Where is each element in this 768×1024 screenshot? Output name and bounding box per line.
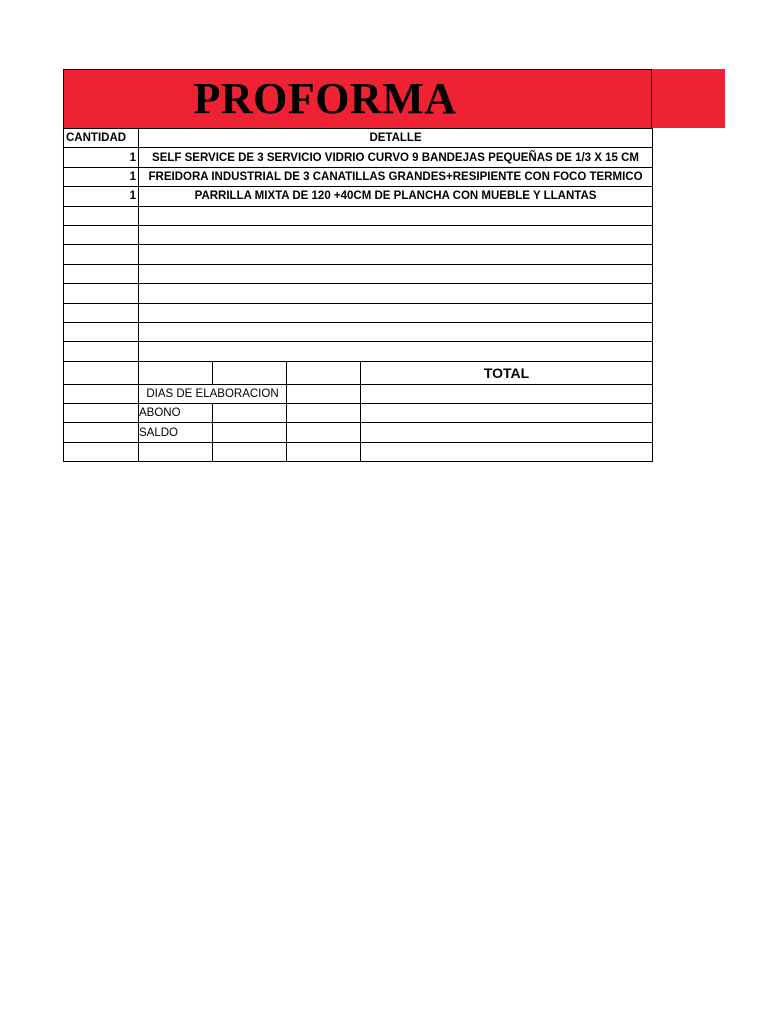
document-title xyxy=(63,69,715,128)
empty-row xyxy=(64,284,653,303)
item-quantity[interactable]: 1 xyxy=(64,187,139,206)
total-label: TOTAL xyxy=(361,361,653,384)
empty-cell[interactable] xyxy=(361,384,653,403)
empty-cell[interactable] xyxy=(213,361,287,384)
days-row xyxy=(64,384,653,403)
empty-cell[interactable] xyxy=(64,384,139,403)
header-quantity: CANTIDAD xyxy=(64,129,139,148)
empty-cell[interactable] xyxy=(64,206,139,225)
empty-row xyxy=(64,442,653,461)
item-detail[interactable]: SELF SERVICE DE 3 SERVICIO VIDRIO CURVO 9 BANDEJAS PEQUEÑAS DE 1/3 X 15 CM xyxy=(139,148,653,167)
empty-cell[interactable] xyxy=(64,245,139,264)
empty-cell[interactable] xyxy=(64,404,139,423)
item-quantity[interactable]: 1 xyxy=(64,148,139,167)
proforma-table xyxy=(63,128,653,462)
abono-value[interactable] xyxy=(213,404,287,423)
saldo-value[interactable] xyxy=(213,423,287,442)
empty-cell[interactable] xyxy=(64,423,139,442)
empty-cell[interactable] xyxy=(287,442,361,461)
empty-cell[interactable] xyxy=(287,404,361,423)
empty-row xyxy=(64,303,653,322)
empty-cell[interactable] xyxy=(64,284,139,303)
empty-cell[interactable] xyxy=(361,423,653,442)
table-row xyxy=(64,167,653,186)
empty-cell[interactable] xyxy=(213,442,287,461)
abono-row xyxy=(64,404,653,423)
empty-row xyxy=(64,206,653,225)
days-label: DIAS DE ELABORACION xyxy=(139,384,287,403)
item-quantity[interactable]: 1 xyxy=(64,167,139,186)
item-detail[interactable]: FREIDORA INDUSTRIAL DE 3 CANATILLAS GRANDES+RESIPIENTE CON FOCO TERMICO xyxy=(139,167,653,186)
empty-cell[interactable] xyxy=(64,322,139,341)
empty-cell[interactable] xyxy=(139,342,653,361)
empty-row xyxy=(64,264,653,283)
empty-row xyxy=(64,322,653,341)
saldo-row xyxy=(64,423,653,442)
empty-cell[interactable] xyxy=(64,303,139,322)
empty-cell[interactable] xyxy=(361,442,653,461)
document-title-text: PROFORMA xyxy=(193,74,457,123)
empty-cell[interactable] xyxy=(287,423,361,442)
empty-cell[interactable] xyxy=(64,361,139,384)
abono-label: ABONO xyxy=(139,404,213,423)
empty-cell[interactable] xyxy=(361,404,653,423)
empty-cell[interactable] xyxy=(139,225,653,244)
table-row xyxy=(64,187,653,206)
empty-cell[interactable] xyxy=(64,442,139,461)
empty-cell[interactable] xyxy=(287,361,361,384)
saldo-label: SALDO xyxy=(139,423,213,442)
empty-cell[interactable] xyxy=(139,245,653,264)
empty-cell[interactable] xyxy=(139,206,653,225)
empty-cell[interactable] xyxy=(139,284,653,303)
empty-cell[interactable] xyxy=(64,225,139,244)
table-header-row xyxy=(64,129,653,148)
table-row xyxy=(64,148,653,167)
total-row xyxy=(64,361,653,384)
empty-cell[interactable] xyxy=(139,442,213,461)
empty-row xyxy=(64,225,653,244)
empty-row xyxy=(64,245,653,264)
empty-cell[interactable] xyxy=(139,264,653,283)
empty-cell[interactable] xyxy=(139,322,653,341)
empty-cell[interactable] xyxy=(139,361,213,384)
days-value[interactable] xyxy=(287,384,361,403)
header-detail: DETALLE xyxy=(139,129,653,148)
empty-cell[interactable] xyxy=(64,264,139,283)
empty-cell[interactable] xyxy=(64,342,139,361)
empty-cell[interactable] xyxy=(139,303,653,322)
empty-row xyxy=(64,342,653,361)
item-detail[interactable]: PARRILLA MIXTA DE 120 +40CM DE PLANCHA CON MUEBLE Y LLANTAS xyxy=(139,187,653,206)
